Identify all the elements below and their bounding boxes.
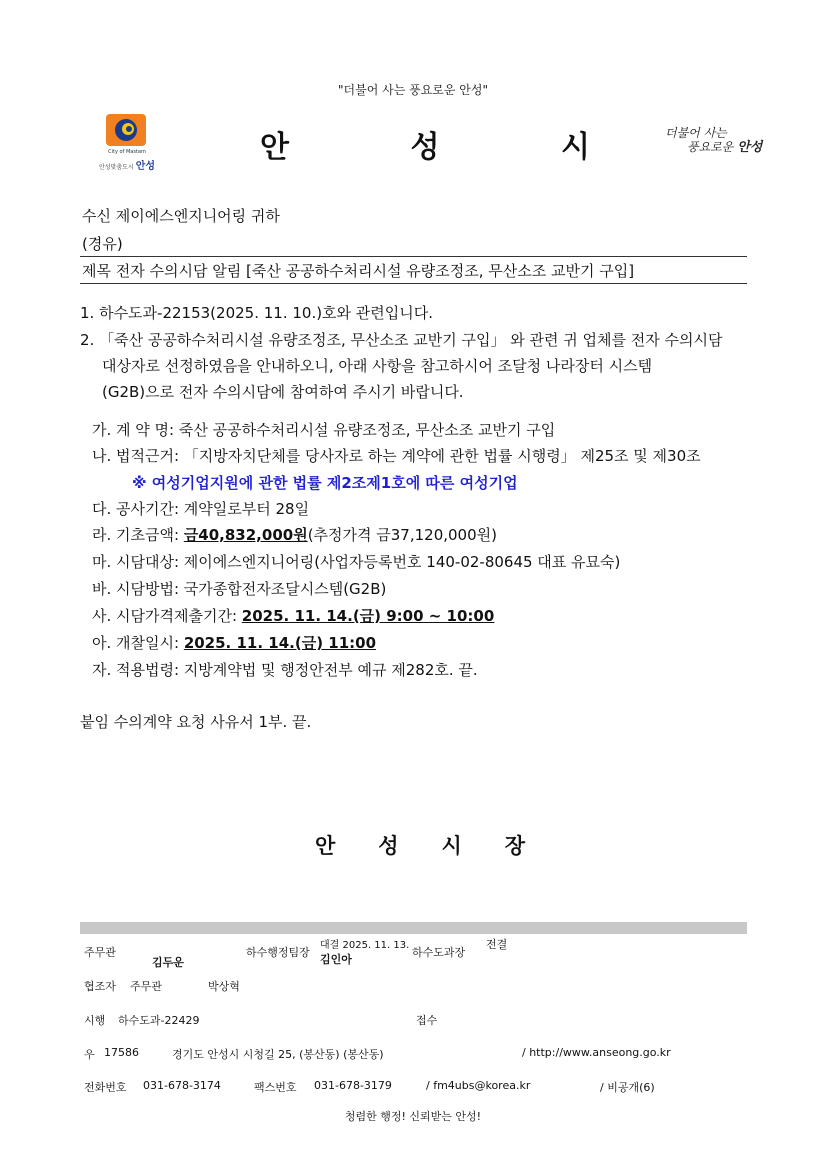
via: (경유) — [82, 235, 123, 253]
fax-number: 031-678-3179 — [314, 1079, 392, 1092]
approver-2-name: 김인아 — [320, 953, 352, 966]
enforcement-label: 시행 — [84, 1014, 106, 1027]
divider — [80, 256, 747, 257]
receipt-label: 접수 — [416, 1014, 438, 1027]
tel-number: 031-678-3174 — [143, 1079, 221, 1092]
address: 경기도 안성시 시청길 25, (봉산동) (봉산동) — [172, 1048, 384, 1061]
logo-caption: City of Mastam — [108, 149, 146, 155]
submission-period-value: 2025. 11. 14.(금) 9:00 ~ 10:00 — [241, 607, 495, 625]
cooperator-name: 박상혁 — [208, 980, 240, 993]
slogan-logo: 더불어 사는 풍요로운 안성 — [665, 126, 763, 155]
item-method: 바. 시담방법: 국가종합전자조달시스템(G2B) — [92, 580, 387, 598]
opening-datetime-value: 2025. 11. 14.(금) 11:00 — [183, 634, 377, 652]
email-link[interactable]: / fm4ubs@korea.kr — [426, 1079, 531, 1092]
item-opening-datetime: 아. 개찰일시: 2025. 11. 14.(금) 11:00 — [92, 634, 377, 652]
cooperator-label: 협조자 — [84, 980, 116, 993]
logo-subtitle: 안성맞춤도시 — [98, 164, 134, 171]
item-base-amount: 라. 기초금액: 금40,832,000원(추정가격 금37,120,000원) — [92, 526, 497, 544]
divider — [80, 283, 747, 284]
paragraph-2-line-3: (G2B)으로 전자 수의시담에 참여하여 주시기 바랍니다. — [102, 383, 464, 401]
motto: 청렴한 행정! 신뢰받는 안성! — [344, 1110, 482, 1123]
website-link[interactable]: / http://www.anseong.go.kr — [522, 1046, 671, 1059]
base-amount-value: 금40,832,000원 — [183, 526, 308, 544]
logo-name: 안성 — [135, 161, 156, 172]
footer-bar — [80, 922, 747, 934]
cooperator-role: 주무관 — [130, 980, 162, 993]
approver-1-role: 주무관 — [84, 946, 116, 959]
recipient: 수신 제이에스엔지니어링 귀하 — [82, 207, 280, 225]
item-target: 마. 시담대상: 제이에스엔지니어링(사업자등록번호 140-02-80645 대표 유묘숙) — [92, 553, 621, 571]
approver-3-role: 하수도과장 — [412, 946, 466, 959]
mayor-title: 안 성 시 장 — [315, 834, 525, 858]
delegated-date: 대결 2025. 11. 13. — [320, 940, 410, 951]
disclosure-status: / 비공개(6) — [600, 1081, 655, 1094]
item-submission-period: 사. 시담가격제출기간: 2025. 11. 14.(금) 9:00 ~ 10:00 — [92, 607, 495, 625]
approver-1-name: 김두운 — [152, 956, 184, 969]
page-title: 안 성 시 — [260, 130, 590, 165]
paragraph-2-line-2: 대상자로 선정하였음을 안내하오니, 아래 사항을 참고하시어 조달청 나라장터 시스템 — [102, 357, 653, 375]
paragraph-2-line-1: 2. 「죽산 공공하수처리시설 유량조정조, 무산소조 교반기 구입」 와 관련 귀 업체를 전자 수의시담 — [80, 331, 723, 349]
attachment: 붙임 수의계약 요청 사유서 1부. 끝. — [80, 713, 312, 731]
slogan: "더불어 사는 풍요로운 안성" — [338, 83, 488, 97]
fax-label: 팩스번호 — [254, 1081, 297, 1094]
postal-label: 우 — [84, 1048, 95, 1061]
approver-2-role: 하수행정팀장 — [246, 946, 310, 959]
postal-code: 17586 — [104, 1046, 139, 1059]
item-period: 다. 공사기간: 계약일로부터 28일 — [92, 500, 310, 518]
paragraph-1: 1. 하수도과-22153(2025. 11. 10.)호와 관련입니다. — [80, 304, 434, 322]
final-approval: 전결 — [486, 938, 508, 951]
tel-label: 전화번호 — [84, 1081, 127, 1094]
enforcement-number: 하수도과-22429 — [118, 1014, 200, 1027]
subject: 제목 전자 수의시담 알림 [죽산 공공하수처리시설 유량조정조, 무산소조 교반기 구입] — [82, 262, 635, 280]
item-applicable-law: 자. 적용법령: 지방계약법 및 행정안전부 예규 제282호. 끝. — [92, 661, 478, 679]
item-note: ※ 여성기업지원에 관한 법률 제2조제1호에 따른 여성기업 — [132, 474, 518, 492]
city-logo — [92, 112, 162, 170]
item-contract-name: 가. 계 약 명: 죽산 공공하수처리시설 유량조정조, 무산소조 교반기 구입 — [92, 421, 556, 439]
item-legal-basis: 나. 법적근거: 「지방자치단체를 당사자로 하는 계약에 관한 법률 시행령」 제25조 및 제30조 — [92, 447, 701, 465]
city-emblem-icon — [104, 112, 148, 148]
